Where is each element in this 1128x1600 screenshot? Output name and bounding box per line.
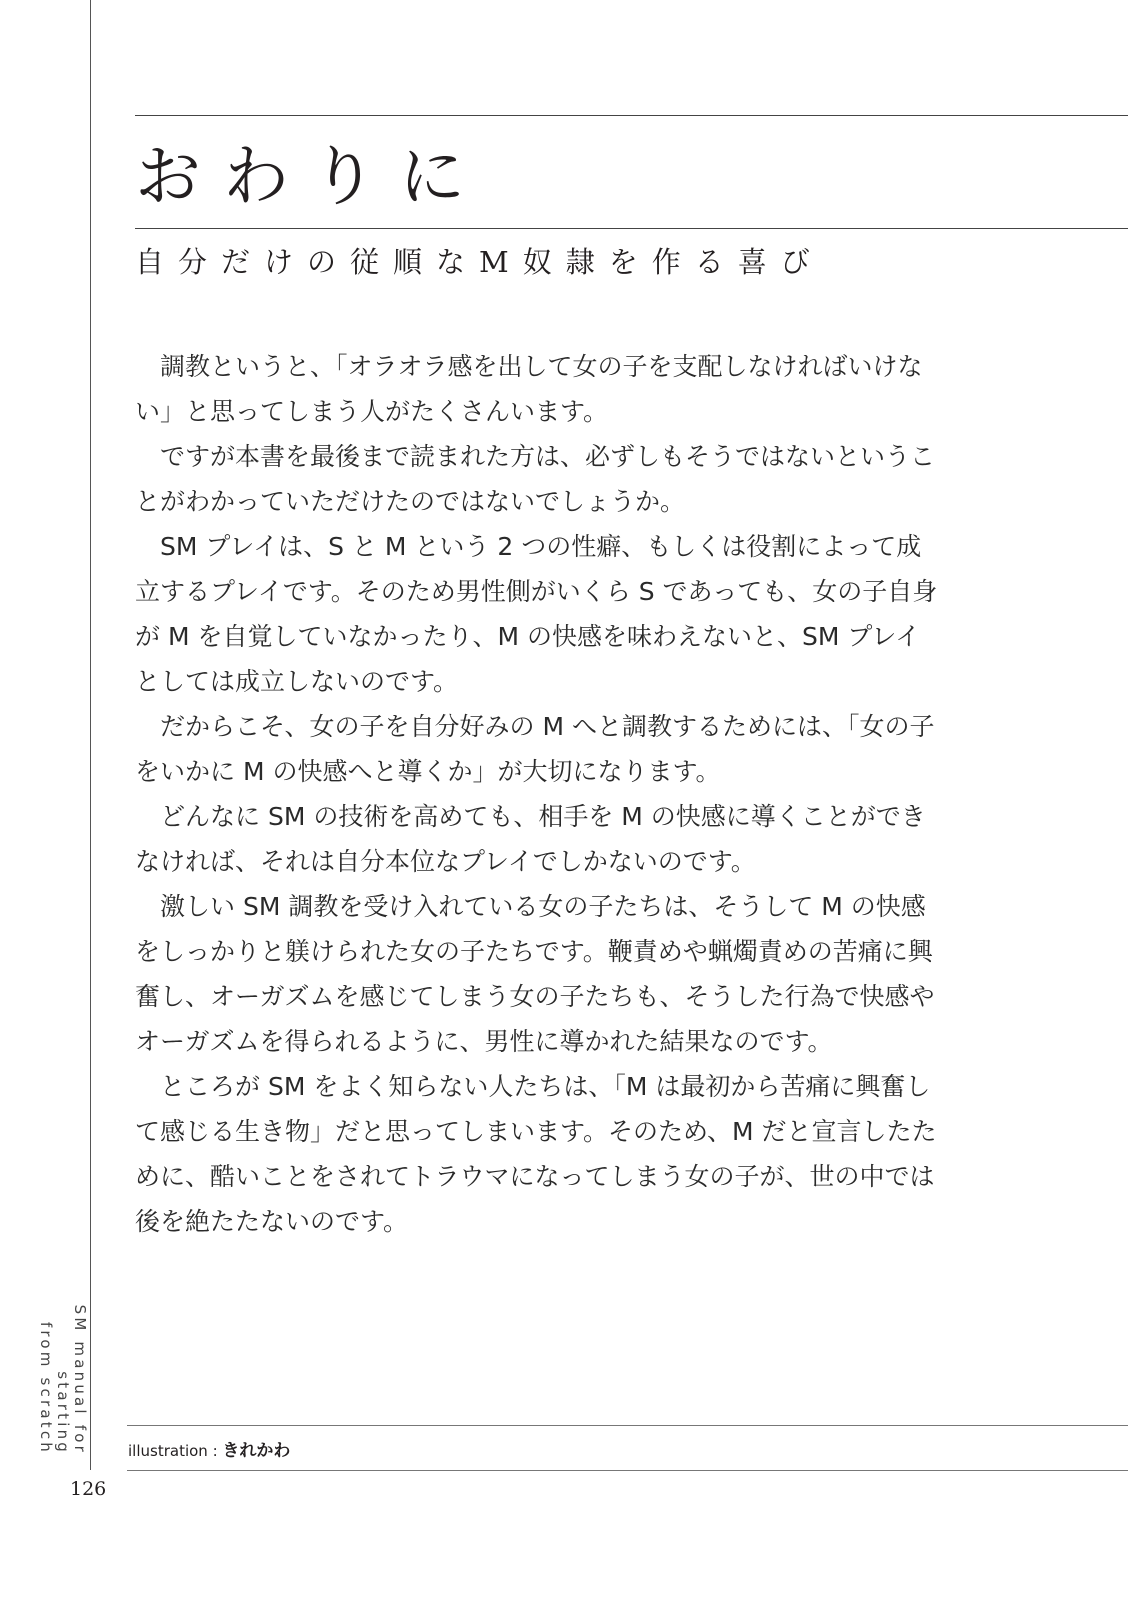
body-line: 激しい SM 調教を受け入れている女の子たちは、そうして M の快感 (135, 892, 926, 921)
credit-label: illustration : (128, 1442, 218, 1460)
body-line: をいかに M の快感へと導くか」が大切になります。 (135, 757, 721, 786)
body-line: オーガズムを得られるように、男性に導かれた結果なのです。 (135, 1027, 833, 1056)
body-line: めに、酷いことをされてトラウマになってしまう女の子が、世の中では (135, 1162, 935, 1191)
body-line: としては成立しないのです。 (135, 667, 459, 696)
body-line: い」と思ってしまう人がたくさんいます。 (135, 397, 609, 426)
body-text (135, 344, 995, 1244)
title-bottom-rule (135, 228, 1128, 229)
page-title: おわりに (135, 138, 487, 215)
page-subtitle: 自分だけの従順なM奴隷を作る喜び (135, 245, 824, 279)
body-line: ですが本書を最後まで読まれた方は、必ずしもそうではないというこ (135, 442, 936, 471)
body-line: 立するプレイです。そのため男性側がいくら S であっても、女の子自身 (135, 577, 938, 606)
body-line: SM プレイは、S と M という 2 つの性癖、もしくは役割によって成 (135, 532, 922, 561)
footer-top-rule (127, 1425, 1128, 1426)
body-line: をしっかりと躾けられた女の子たちです。鞭責めや蝋燭責めの苦痛に興 (135, 937, 933, 966)
side-title-line-1: SM manual for starting (54, 1304, 89, 1455)
body-line: だからこそ、女の子を自分好みの M へと調教するためには、「女の子 (135, 712, 935, 741)
footer-bottom-rule (127, 1470, 1128, 1471)
body-line: 後を絶たたないのです。 (135, 1207, 409, 1236)
body-line: 奮し、オーガズムを感じてしまう女の子たちも、そうした行為で快感や (135, 982, 935, 1011)
body-line: て感じる生き物」だと思ってしまいます。そのため、M だと宣言したた (135, 1117, 937, 1146)
side-title-line-2: from scratch (37, 1321, 55, 1455)
body-line: ところが SM をよく知らない人たちは、「M は最初から苦痛に興奮し (135, 1072, 931, 1101)
body-line: なければ、それは自分本位なプレイでしかないのです。 (135, 847, 756, 876)
side-running-title (37, 1245, 88, 1455)
body-line: どんなに SM の技術を高めても、相手を M の快感に導くことができ (135, 802, 926, 831)
body-line: とがわかっていただけたのではないでしょうか。 (135, 487, 686, 516)
body-line: が M を自覚していなかったり、M の快感を味わえないと、SM プレイ (135, 622, 921, 651)
page-number: 126 (70, 1478, 107, 1500)
margin-vertical-rule (90, 0, 91, 1470)
body-line: 調教というと、「オラオラ感を出して女の子を支配しなければいけな (135, 352, 923, 381)
illustration-credit (128, 1436, 290, 1461)
title-top-rule (135, 115, 1128, 116)
credit-name: きれかわ (222, 1441, 291, 1461)
